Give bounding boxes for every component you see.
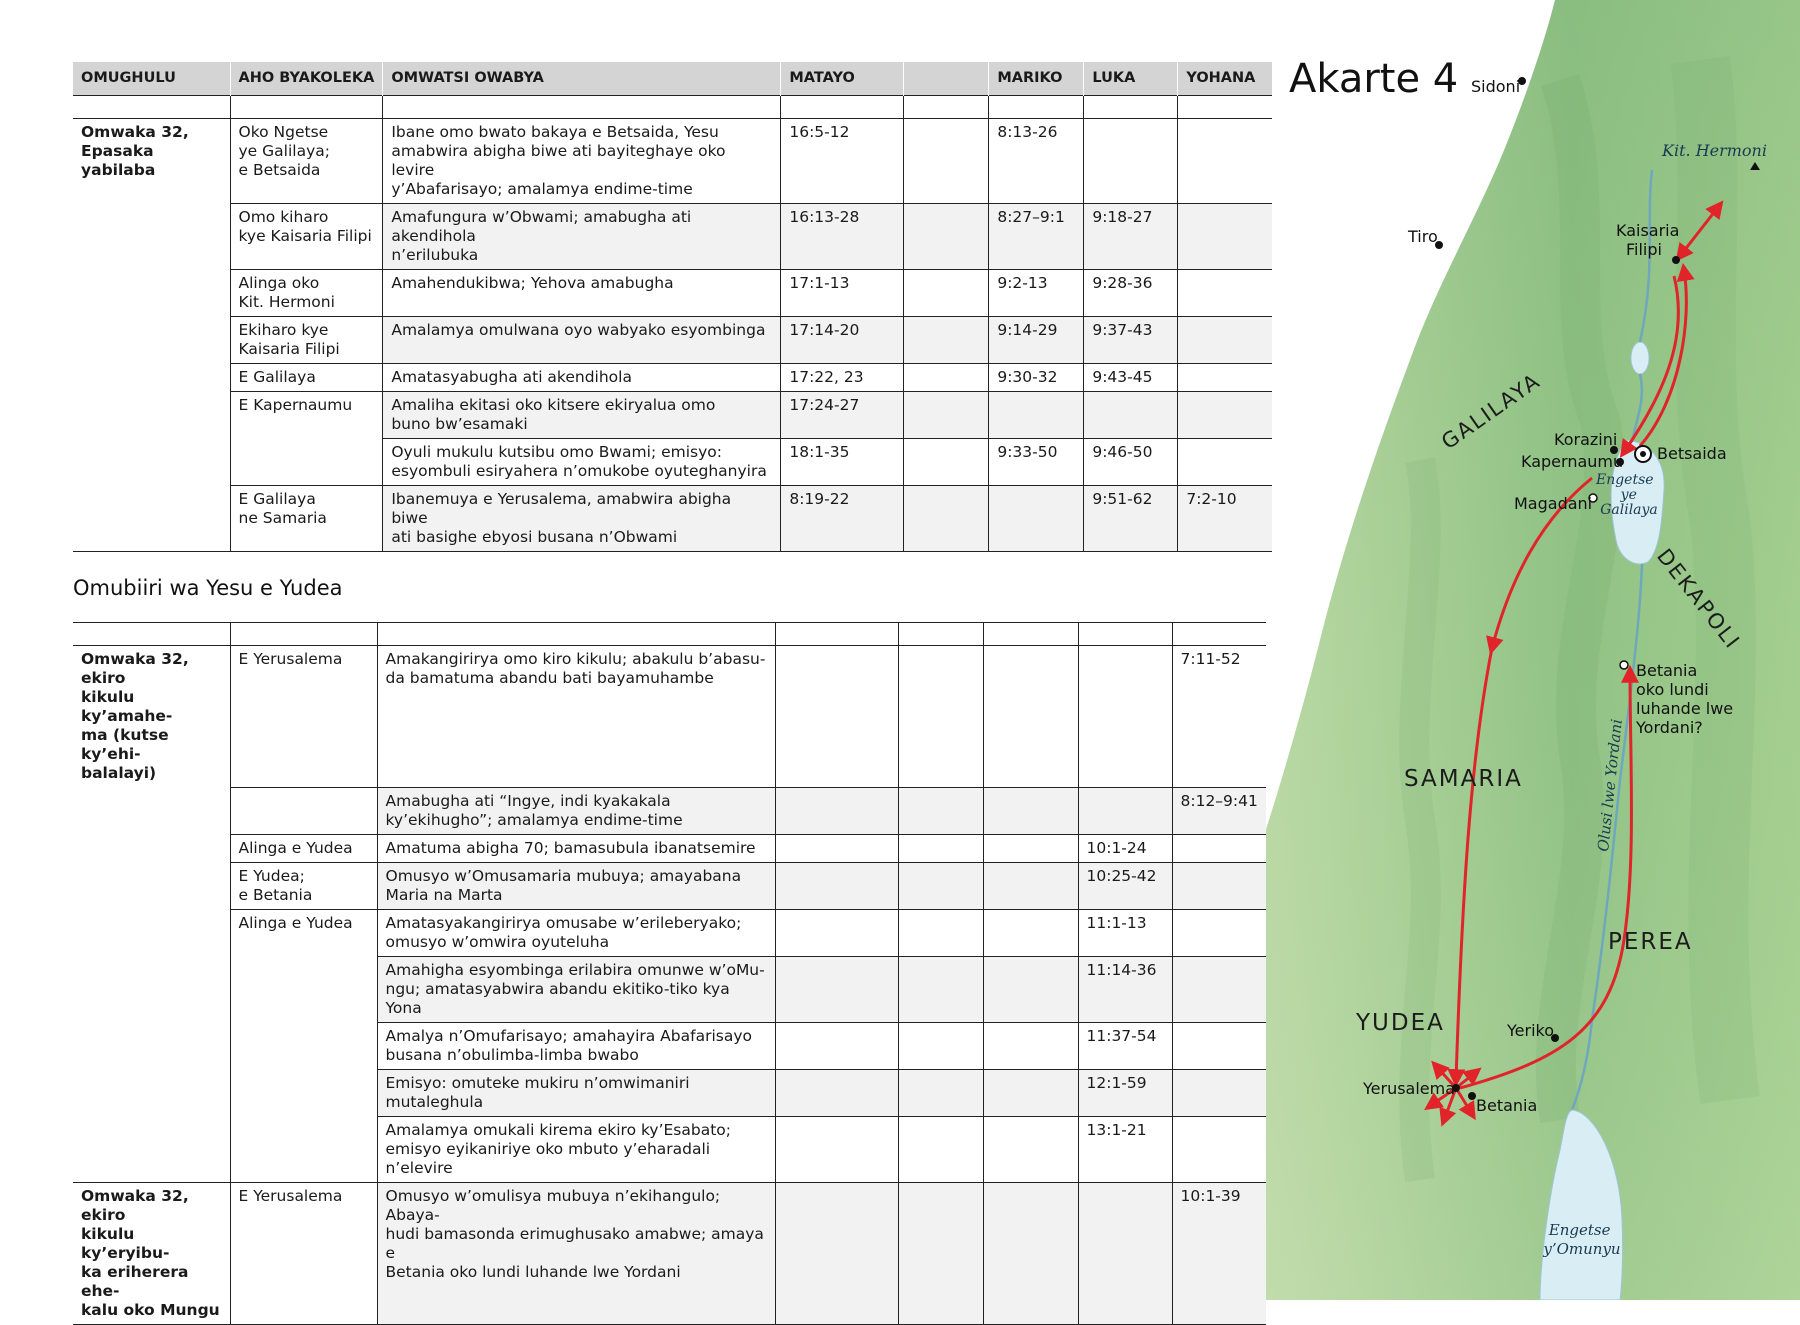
- luke-ref-cell: 10:1-24: [1078, 834, 1172, 862]
- luke-ref-cell: 9:43-45: [1084, 364, 1178, 392]
- table-row: [73, 956, 1266, 1022]
- matthew-ref-cell: 18:1-35: [781, 439, 904, 486]
- table-2-body: [73, 623, 1266, 1325]
- matthew-ref-cell: 8:19-22: [781, 486, 904, 552]
- label-sea-galilee-line1: Engetse: [1595, 472, 1654, 488]
- col-header-matthew: MATAYO: [781, 62, 904, 96]
- luke-ref-cell: [1078, 787, 1172, 834]
- map-title: Akarte 4: [1289, 56, 1459, 102]
- luke-ref-cell: 9:37-43: [1084, 317, 1178, 364]
- luke-ref-cell: 9:18-27: [1084, 204, 1178, 270]
- table-row: [73, 1069, 1266, 1116]
- event-cell: Amatasyakangirirya omusabe w’erileberyako; omusyo w’omwira oyuteluha: [377, 909, 775, 956]
- table-row: [73, 1182, 1266, 1324]
- table-gap-row: [73, 623, 1266, 646]
- matthew-ref-cell: [775, 1182, 898, 1324]
- period-cell: [73, 270, 230, 317]
- place-cell: E Yerusalema: [230, 1182, 377, 1324]
- gap-cell: [989, 96, 1084, 119]
- gap-cell: [1172, 623, 1266, 646]
- matthew-ref-cell: 17:1-13: [781, 270, 904, 317]
- mark-ref-cell: 9:2-13: [989, 270, 1084, 317]
- matthew-ref-cell: [775, 1022, 898, 1069]
- mark-ref-cell: 9:14-29: [989, 317, 1084, 364]
- mark-ref-cell: [983, 1182, 1078, 1324]
- mark-ref-cell: [983, 956, 1078, 1022]
- region-yudea: YUDEA: [1356, 1010, 1445, 1036]
- region-dekapoli: DEKAPOLI: [1652, 544, 1746, 654]
- luke-ref-cell: 12:1-59: [1078, 1069, 1172, 1116]
- col-header-event: OMWATSI OWABYA: [383, 62, 781, 96]
- mark-ref-cell: 8:13-26: [989, 119, 1084, 204]
- gap-cell: [230, 623, 377, 646]
- label-sea-galilee-line2: ye: [1620, 487, 1637, 503]
- table-row: [73, 204, 1272, 270]
- event-cell: Amatasyabugha ati akendihola: [383, 364, 781, 392]
- luke-ref-cell: 9:28-36: [1084, 270, 1178, 317]
- gap-cell: [383, 96, 781, 119]
- table-row: [73, 787, 1266, 834]
- matthew-ref-cell: [775, 834, 898, 862]
- matthew-ref-cell: [775, 1116, 898, 1182]
- chronology-table-1: [73, 62, 1272, 552]
- blank-ref-cell: [898, 1116, 983, 1182]
- col-header-period: OMUGHULU: [73, 62, 230, 96]
- label-betania-yordani-line1: Betania: [1636, 661, 1698, 680]
- table-gap-row: [73, 96, 1272, 119]
- blank-ref-cell: [904, 392, 989, 439]
- table-row: [73, 834, 1266, 862]
- event-cell: Ibane omo bwato bakaya e Betsaida, Yesu amabwira abigha biwe ati bayiteghaye oko levire y’Abafarisayo; amalamya endime-time: [383, 119, 781, 204]
- label-dead-sea-line2: y’Omunyu: [1543, 1240, 1621, 1258]
- table-row: [73, 646, 1266, 788]
- period-cell: [73, 834, 230, 862]
- period-cell: [73, 392, 230, 439]
- blank-ref-cell: [898, 1182, 983, 1324]
- gap-cell: [230, 96, 383, 119]
- john-ref-cell: 7:11-52: [1172, 646, 1266, 788]
- blank-ref-cell: [898, 1022, 983, 1069]
- label-betania: Betania: [1476, 1096, 1538, 1115]
- blank-ref-cell: [898, 646, 983, 788]
- place-cell: E Galilaya: [230, 364, 383, 392]
- gap-cell: [775, 623, 898, 646]
- event-cell: Omusyo w’Omusamaria mubuya; amayabana Maria na Marta: [377, 862, 775, 909]
- col-header-john: YOHANA: [1178, 62, 1272, 96]
- blank-ref-cell: [898, 1069, 983, 1116]
- table-1-body: [73, 96, 1272, 552]
- period-cell: [73, 439, 230, 486]
- mark-ref-cell: [983, 909, 1078, 956]
- gap-cell: [73, 623, 230, 646]
- place-cell: [230, 787, 377, 834]
- luke-ref-cell: 13:1-21: [1078, 1116, 1172, 1182]
- john-ref-cell: 7:2-10: [1178, 486, 1272, 552]
- col-header-luke: LUKA: [1084, 62, 1178, 96]
- label-hermon: Kit. Hermoni: [1662, 141, 1767, 160]
- mark-ref-cell: [989, 392, 1084, 439]
- col-header-blank: [904, 62, 989, 96]
- blank-ref-cell: [904, 364, 989, 392]
- table-row: [73, 119, 1272, 204]
- blank-ref-cell: [904, 204, 989, 270]
- gap-cell: [904, 96, 989, 119]
- period-cell: [73, 956, 230, 1022]
- john-ref-cell: [1178, 204, 1272, 270]
- john-ref-cell: [1178, 317, 1272, 364]
- mark-ref-cell: 8:27–9:1: [989, 204, 1084, 270]
- event-cell: Amahigha esyombinga erilabira omunwe w’oMu- ngu; amatasyabwira abandu ekitiko-tiko kya Yona: [377, 956, 775, 1022]
- place-cell: E Galilaya ne Samaria: [230, 486, 383, 552]
- mark-ref-cell: [983, 787, 1078, 834]
- event-cell: Amahendukibwa; Yehova amabugha: [383, 270, 781, 317]
- gap-cell: [377, 623, 775, 646]
- label-sea-galilee-line3: Galilaya: [1600, 502, 1658, 518]
- blank-ref-cell: [898, 787, 983, 834]
- blank-ref-cell: [904, 119, 989, 204]
- event-cell: Amabugha ati “Ingye, indi kyakakala ky’ekihugho”; amalamya endime-time: [377, 787, 775, 834]
- period-cell: [73, 787, 230, 834]
- matthew-ref-cell: 17:22, 23: [781, 364, 904, 392]
- period-cell: [73, 204, 230, 270]
- blank-ref-cell: [904, 270, 989, 317]
- city-dot-betania: [1468, 1092, 1476, 1100]
- city-dot-kaisaria: [1672, 256, 1680, 264]
- period-cell: [73, 1022, 230, 1069]
- table-row: [73, 439, 1272, 486]
- luke-ref-cell: [1084, 392, 1178, 439]
- event-cell: Amatuma abigha 70; bamasubula ibanatsemire: [377, 834, 775, 862]
- luke-ref-cell: 11:37-54: [1078, 1022, 1172, 1069]
- place-cell: [230, 956, 377, 1022]
- col-header-place: AHO BYAKOLEKA: [230, 62, 383, 96]
- event-cell: Omusyo w’omulisya mubuya n’ekihangulo; Abaya- hudi bamasonda erimughusako amabwe; amaya e Betania oko lundi luhande lwe Yordani: [377, 1182, 775, 1324]
- label-jordan: Olusi lwe Yordani: [1594, 718, 1626, 853]
- john-ref-cell: [1172, 862, 1266, 909]
- period-cell: [73, 486, 230, 552]
- john-ref-cell: [1172, 909, 1266, 956]
- event-cell: Ibanemuya e Yerusalema, amabwira abigha biwe ati basighe ebyosi busana n’Obwami: [383, 486, 781, 552]
- table-row: [73, 364, 1272, 392]
- matthew-ref-cell: [775, 646, 898, 788]
- period-cell: [73, 1116, 230, 1182]
- event-cell: Amaliha ekitasi oko kitsere ekiryalua omo buno bw’esamaki: [383, 392, 781, 439]
- place-cell: [230, 1022, 377, 1069]
- label-betania-yordani-line2: oko lundi: [1636, 680, 1709, 699]
- label-kapernaumu: Kapernaumu: [1521, 452, 1624, 471]
- gap-cell: [898, 623, 983, 646]
- table-header-row: [73, 62, 1272, 96]
- blank-ref-cell: [898, 862, 983, 909]
- period-cell: [73, 909, 230, 956]
- table-row: [73, 1022, 1266, 1069]
- place-cell: Alinga e Yudea: [230, 909, 377, 956]
- matthew-ref-cell: 17:14-20: [781, 317, 904, 364]
- place-cell: E Yerusalema: [230, 646, 377, 788]
- place-cell: [230, 1116, 377, 1182]
- mark-ref-cell: [983, 1069, 1078, 1116]
- blank-ref-cell: [904, 439, 989, 486]
- table-row: [73, 486, 1272, 552]
- mark-ref-cell: [989, 486, 1084, 552]
- region-perea: PEREA: [1608, 929, 1693, 955]
- table-row: [73, 270, 1272, 317]
- gap-cell: [1178, 96, 1272, 119]
- matthew-ref-cell: [775, 909, 898, 956]
- gap-cell: [73, 96, 230, 119]
- blank-ref-cell: [898, 909, 983, 956]
- mark-ref-cell: 9:30-32: [989, 364, 1084, 392]
- gap-cell: [983, 623, 1078, 646]
- blank-ref-cell: [904, 486, 989, 552]
- place-cell: [230, 1069, 377, 1116]
- john-ref-cell: [1178, 364, 1272, 392]
- label-betania-yordani-line3: luhande lwe: [1636, 699, 1734, 718]
- label-sidoni: Sidoni: [1471, 77, 1521, 96]
- chronology-table-2: [73, 622, 1266, 1325]
- blank-ref-cell: [898, 956, 983, 1022]
- matthew-ref-cell: [775, 956, 898, 1022]
- gap-cell: [1078, 623, 1172, 646]
- john-ref-cell: [1178, 392, 1272, 439]
- john-ref-cell: [1178, 439, 1272, 486]
- label-yerusalema: Yerusalema: [1363, 1079, 1456, 1098]
- table-row: [73, 909, 1266, 956]
- matthew-ref-cell: 16:13-28: [781, 204, 904, 270]
- label-yeriko: Yeriko: [1507, 1021, 1554, 1040]
- place-cell: [230, 439, 383, 486]
- label-dead-sea-line1: Engetse: [1548, 1221, 1611, 1239]
- mark-ref-cell: [983, 1116, 1078, 1182]
- region-samaria: SAMARIA: [1404, 766, 1523, 792]
- period-cell: Omwaka 32, ekiro kikulu ky’amahe- ma (kutse ky’ehi- balalayi): [73, 646, 230, 788]
- label-tiro: Tiro: [1408, 227, 1438, 246]
- john-ref-cell: [1178, 270, 1272, 317]
- matthew-ref-cell: 16:5-12: [781, 119, 904, 204]
- label-kaisaria-line1: Kaisaria: [1616, 221, 1680, 240]
- event-cell: Amafungura w’Obwami; amabugha ati akendihola n’erilubuka: [383, 204, 781, 270]
- period-cell: [73, 317, 230, 364]
- event-cell: Amalamya omulwana oyo wabyako esyombinga: [383, 317, 781, 364]
- label-betania-yordani-line4: Yordani?: [1636, 718, 1703, 737]
- matthew-ref-cell: [775, 1069, 898, 1116]
- lake-huleh: [1631, 342, 1649, 374]
- ridge-texture: [1414, 460, 1426, 1180]
- john-ref-cell: [1172, 1022, 1266, 1069]
- mark-ref-cell: [983, 862, 1078, 909]
- place-cell: E Yudea; e Betania: [230, 862, 377, 909]
- place-cell: E Kapernaumu: [230, 392, 383, 439]
- luke-ref-cell: [1084, 119, 1178, 204]
- luke-ref-cell: 10:25-42: [1078, 862, 1172, 909]
- ridge-texture: [1700, 60, 1730, 1100]
- blank-ref-cell: [904, 317, 989, 364]
- period-cell: [73, 1069, 230, 1116]
- period-cell: Omwaka 32, ekiro kikulu ky’eryibu- ka eriherera ehe- kalu oko Mungu: [73, 1182, 230, 1324]
- place-cell: Alinga e Yudea: [230, 834, 377, 862]
- john-ref-cell: [1172, 956, 1266, 1022]
- label-korazini: Korazini: [1554, 430, 1618, 449]
- label-betsaida: Betsaida: [1657, 444, 1727, 463]
- luke-ref-cell: [1078, 646, 1172, 788]
- period-cell: [73, 364, 230, 392]
- gap-cell: [781, 96, 904, 119]
- john-ref-cell: [1172, 834, 1266, 862]
- luke-ref-cell: 11:14-36: [1078, 956, 1172, 1022]
- mark-ref-cell: 9:33-50: [989, 439, 1084, 486]
- mark-ref-cell: [983, 834, 1078, 862]
- period-cell: Omwaka 32, Epasaka yabilaba: [73, 119, 230, 204]
- luke-ref-cell: 11:1-13: [1078, 909, 1172, 956]
- matthew-ref-cell: 17:24-27: [781, 392, 904, 439]
- matthew-ref-cell: [775, 787, 898, 834]
- john-ref-cell: 8:12–9:41: [1172, 787, 1266, 834]
- city-dot-betsaida-inner: [1640, 451, 1646, 457]
- event-cell: Oyuli mukulu kutsibu omo Bwami; emisyo: esyombuli esiryahera n’omukobe oyuteghanyira: [383, 439, 781, 486]
- label-kaisaria-line2: Filipi: [1626, 240, 1662, 259]
- place-cell: Alinga oko Kit. Hermoni: [230, 270, 383, 317]
- label-magadani: Magadani: [1514, 494, 1593, 513]
- luke-ref-cell: 9:46-50: [1084, 439, 1178, 486]
- mark-ref-cell: [983, 1022, 1078, 1069]
- john-ref-cell: [1172, 1069, 1266, 1116]
- event-cell: Amalya n’Omufarisayo; amahayira Abafarisayo busana n’obulimba-limba bwabo: [377, 1022, 775, 1069]
- table-row: [73, 862, 1266, 909]
- city-dot-betania-yordani: [1620, 661, 1628, 669]
- event-cell: Amakangirirya omo kiro kikulu; abakulu b’abasu- da bamatuma abandu bati bayamuhambe: [377, 646, 775, 788]
- mark-ref-cell: [983, 646, 1078, 788]
- table-row: [73, 317, 1272, 364]
- table-row: [73, 1116, 1266, 1182]
- section-title: Omubiiri wa Yesu e Yudea: [73, 576, 343, 600]
- john-ref-cell: [1178, 119, 1272, 204]
- label-dead-sea: [1542, 1221, 1620, 1258]
- luke-ref-cell: 9:51-62: [1084, 486, 1178, 552]
- place-cell: Oko Ngetse ye Galilaya; e Betsaida: [230, 119, 383, 204]
- region-galilaya: GALILAYA: [1437, 368, 1546, 455]
- john-ref-cell: [1172, 1116, 1266, 1182]
- col-header-mark: MARIKO: [989, 62, 1084, 96]
- gap-cell: [1084, 96, 1178, 119]
- matthew-ref-cell: [775, 862, 898, 909]
- luke-ref-cell: [1078, 1182, 1172, 1324]
- event-cell: Emisyo: omuteke mukiru n’omwimaniri mutaleghula: [377, 1069, 775, 1116]
- table-row: [73, 392, 1272, 439]
- event-cell: Amalamya omukali kirema ekiro ky’Esabato; emisyo eyikaniriye oko mbuto y’eharadali n’elevire: [377, 1116, 775, 1182]
- place-cell: Omo kiharo kye Kaisaria Filipi: [230, 204, 383, 270]
- blank-ref-cell: [898, 834, 983, 862]
- place-cell: Ekiharo kye Kaisaria Filipi: [230, 317, 383, 364]
- period-cell: [73, 862, 230, 909]
- john-ref-cell: 10:1-39: [1172, 1182, 1266, 1324]
